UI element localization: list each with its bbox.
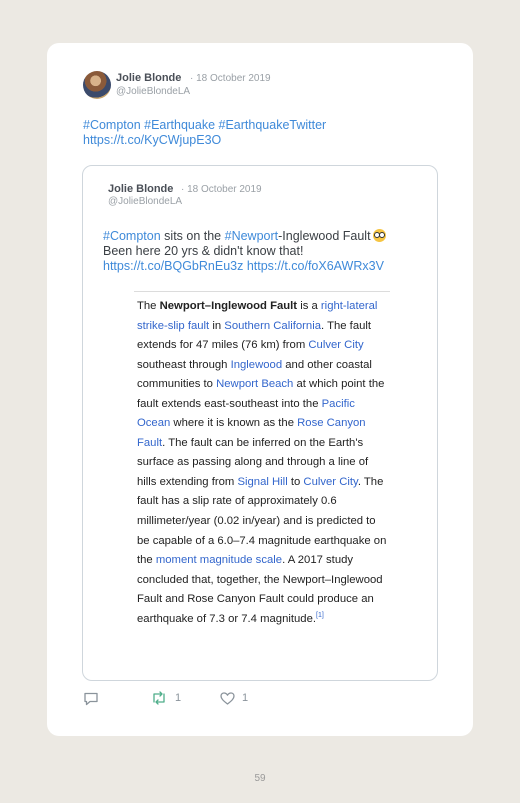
quoted-author-name[interactable]: Jolie Blonde (108, 183, 174, 195)
wiki-link: Rose Canyon Fault (137, 417, 366, 449)
author-name[interactable]: Jolie Blonde (116, 72, 182, 84)
tweet-link[interactable]: https://t.co/KyCWjupE3O (83, 133, 222, 147)
quoted-date[interactable]: · 18 October 2019 (181, 184, 262, 195)
tweet-text (83, 118, 443, 148)
author-handle[interactable]: @JolieBlondeLA (116, 86, 191, 97)
avatar[interactable] (83, 71, 111, 99)
wiki-link: Culver City (303, 475, 358, 488)
hashtags[interactable]: #Compton #Earthquake #EarthquakeTwitter (83, 118, 327, 132)
nerd-face-emoji (373, 229, 386, 242)
hashtag-compton[interactable]: #Compton (103, 229, 161, 243)
wiki-link: Southern California (224, 319, 321, 332)
wiki-link: Signal Hill (237, 475, 288, 488)
retweet-icon (150, 691, 168, 705)
tweet-header (83, 71, 443, 101)
heart-icon (220, 692, 235, 705)
quoted-text (103, 229, 423, 274)
page-number: 59 (254, 773, 266, 784)
divider (134, 291, 390, 292)
tweet-card (47, 43, 473, 736)
quoted-handle[interactable]: @JolieBlondeLA (108, 196, 183, 207)
reply-icon (83, 691, 99, 706)
wiki-text: southeast through (137, 358, 231, 371)
wiki-text: to (287, 475, 304, 488)
quoted-text-line2: Been here 20 yrs & didn't know that! (103, 244, 304, 258)
retweet-button[interactable] (150, 689, 181, 707)
tweet-date[interactable]: · 18 October 2019 (190, 73, 271, 84)
quoted-links[interactable]: https://t.co/BQGbRnEu3z https://t.co/foX6AWRx3V (103, 259, 384, 273)
wikipedia-excerpt-image (137, 297, 387, 629)
wiki-text: at which point the fault extends east-southeast into the (137, 378, 385, 410)
tweet-actions (83, 689, 443, 707)
wiki-link: Pacific Ocean (137, 397, 355, 430)
wiki-text: . The fault can be inferred on the Earth's surface as passing along and through a line of hills extending from (137, 436, 369, 488)
like-button[interactable] (220, 689, 248, 707)
wiki-bold-title: Newport–Inglewood Fault (159, 300, 298, 312)
wiki-text: . The fault has a slip rate of approximately 0.6 millimeter/year (0.02 in/year) and is predicted to be capable of a 6.0–7.4 magnitude earthquake on the (137, 475, 387, 567)
wiki-text: The (137, 300, 160, 312)
wiki-link: Inglewood (230, 358, 283, 371)
wiki-reference: [1] (316, 611, 324, 619)
quoted-text-part: -Inglewood Fault (278, 229, 371, 243)
wiki-text: . A 2017 study concluded that, together, the Newport–Inglewood Fault and Rose Canyon Fault could produce an earthquake of 7.3 or 7.4 magnitude. (137, 554, 383, 625)
wiki-link: moment magnitude scale (155, 554, 283, 567)
quoted-header (108, 183, 408, 209)
wiki-text: in (209, 319, 225, 332)
quoted-tweet[interactable] (82, 165, 438, 681)
wiki-link: Newport Beach (216, 378, 294, 391)
hashtag-newport[interactable]: #Newport (224, 229, 279, 243)
wiki-link: Culver City (308, 339, 364, 352)
quoted-text-part: sits on the (160, 229, 225, 243)
wiki-text: where it is known as the (170, 417, 298, 430)
wiki-link: right-lateral strike-slip fault (137, 300, 378, 332)
wiki-text: and other coastal communities to (137, 358, 372, 391)
wiki-text: . The fault extends for 47 miles (76 km) from (137, 319, 372, 352)
retweet-count: 1 (175, 692, 182, 704)
like-count: 1 (242, 692, 249, 704)
reply-button[interactable] (83, 689, 99, 707)
wiki-text: is a (297, 300, 321, 312)
